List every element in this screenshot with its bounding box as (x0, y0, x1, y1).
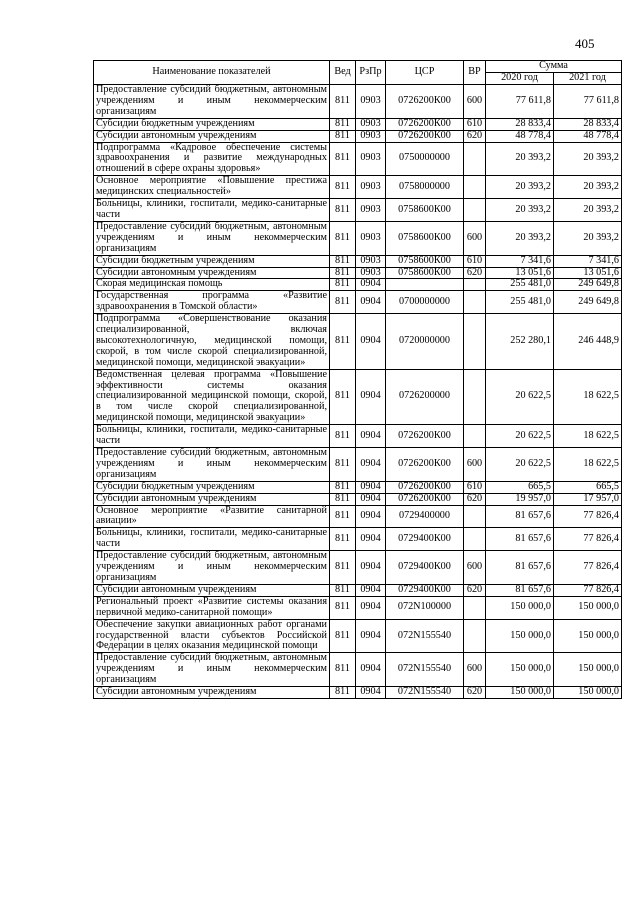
table-row (94, 130, 622, 142)
cell-2021: 20 393,2 (554, 221, 622, 255)
cell-vr: 620 (464, 584, 486, 596)
cell-csr: 072N155540 (386, 619, 464, 653)
cell-name: Ведомственная целевая программа «Повышение эффективности системы оказания специализированной медицинской помощи, скорой, в том числе скорой специализированной, медицинской помощи, медицинской эвакуации» (94, 369, 330, 425)
table-row (94, 369, 622, 425)
cell-2021: 20 393,2 (554, 176, 622, 199)
cell-2021: 150 000,0 (554, 619, 622, 653)
cell-ved: 811 (330, 118, 356, 130)
cell-2020: 20 393,2 (486, 199, 554, 222)
cell-name: Основное мероприятие «Развитие санитарной авиации» (94, 505, 330, 528)
cell-2020: 81 657,6 (486, 528, 554, 551)
cell-2021: 20 393,2 (554, 142, 622, 176)
cell-name: Субсидии бюджетным учреждениям (94, 481, 330, 493)
cell-ved: 811 (330, 481, 356, 493)
cell-ved: 811 (330, 130, 356, 142)
cell-rzpr: 0904 (356, 425, 386, 448)
cell-vr: 620 (464, 493, 486, 505)
cell-rzpr: 0904 (356, 687, 386, 699)
table-row (94, 291, 622, 314)
header-name: Наименование показателей (94, 61, 330, 85)
cell-2021: 246 448,9 (554, 314, 622, 370)
cell-2020: 150 000,0 (486, 596, 554, 619)
table-row (94, 528, 622, 551)
cell-2021: 7 341,6 (554, 255, 622, 267)
cell-name: Больницы, клиники, госпитали, медико-санитарные части (94, 528, 330, 551)
cell-2020: 20 393,2 (486, 142, 554, 176)
table-row (94, 176, 622, 199)
cell-ved: 811 (330, 596, 356, 619)
cell-vr (464, 314, 486, 370)
cell-name: Субсидии автономным учреждениям (94, 687, 330, 699)
cell-ved: 811 (330, 279, 356, 291)
cell-name: Больницы, клиники, госпитали, медико-санитарные части (94, 425, 330, 448)
cell-name: Субсидии автономным учреждениям (94, 130, 330, 142)
cell-2021: 249 649,8 (554, 291, 622, 314)
cell-vr (464, 142, 486, 176)
cell-csr: 0726200К00 (386, 425, 464, 448)
cell-rzpr: 0904 (356, 314, 386, 370)
cell-vr: 600 (464, 653, 486, 687)
cell-ved: 811 (330, 176, 356, 199)
cell-2020: 20 622,5 (486, 448, 554, 482)
cell-vr: 610 (464, 118, 486, 130)
table-row (94, 199, 622, 222)
cell-vr (464, 291, 486, 314)
cell-ved: 811 (330, 619, 356, 653)
cell-vr: 620 (464, 267, 486, 279)
cell-ved: 811 (330, 505, 356, 528)
cell-ved: 811 (330, 291, 356, 314)
cell-rzpr: 0904 (356, 528, 386, 551)
cell-rzpr: 0903 (356, 130, 386, 142)
cell-vr (464, 279, 486, 291)
cell-csr (386, 279, 464, 291)
cell-2021: 150 000,0 (554, 653, 622, 687)
cell-ved: 811 (330, 584, 356, 596)
cell-2021: 17 957,0 (554, 493, 622, 505)
table-row (94, 85, 622, 119)
table-row (94, 279, 622, 291)
cell-name: Подпрограмма «Кадровое обеспечение системы здравоохранения и развитие международных отношений в сфере охраны здоровья» (94, 142, 330, 176)
cell-csr: 0758600К00 (386, 267, 464, 279)
cell-2021: 28 833,4 (554, 118, 622, 130)
cell-csr: 0729400К00 (386, 551, 464, 585)
cell-2020: 252 280,1 (486, 314, 554, 370)
cell-rzpr: 0904 (356, 369, 386, 425)
cell-2021: 18 622,5 (554, 425, 622, 448)
cell-2020: 77 611,8 (486, 85, 554, 119)
table-row (94, 221, 622, 255)
cell-2020: 48 778,4 (486, 130, 554, 142)
cell-2020: 81 657,6 (486, 584, 554, 596)
cell-csr: 0726200К00 (386, 493, 464, 505)
cell-name: Предоставление субсидий бюджетным, автономным учреждениям и иным некоммерческим организациям (94, 85, 330, 119)
cell-name: Государственная программа «Развитие здравоохранения в Томской области» (94, 291, 330, 314)
cell-name: Предоставление субсидий бюджетным, автономным учреждениям и иным некоммерческим организациям (94, 448, 330, 482)
cell-2021: 18 622,5 (554, 369, 622, 425)
header-ved: Вед (330, 61, 356, 85)
cell-ved: 811 (330, 369, 356, 425)
cell-2021: 13 051,6 (554, 267, 622, 279)
cell-2021: 77 826,4 (554, 551, 622, 585)
cell-2020: 20 622,5 (486, 369, 554, 425)
page-number: 405 (575, 36, 595, 51)
cell-2020: 255 481,0 (486, 279, 554, 291)
cell-rzpr: 0903 (356, 221, 386, 255)
cell-csr: 0726200К00 (386, 118, 464, 130)
cell-ved: 811 (330, 687, 356, 699)
cell-2021: 150 000,0 (554, 687, 622, 699)
cell-ved: 811 (330, 199, 356, 222)
cell-rzpr: 0904 (356, 493, 386, 505)
budget-table (93, 60, 622, 699)
table-row (94, 596, 622, 619)
cell-csr: 0726200000 (386, 369, 464, 425)
cell-name: Подпрограмма «Совершенствование оказания специализированной, включая высокотехнологичную, медицинской помощи, скорой, в том числе скорой специализированной, медицинской помощи, медицинской эвакуации» (94, 314, 330, 370)
cell-name: Обеспечение закупки авиационных работ органами государственной власти субъектов Российской Федерации в целях оказания медицинской помощи (94, 619, 330, 653)
cell-ved: 811 (330, 85, 356, 119)
cell-2020: 150 000,0 (486, 619, 554, 653)
cell-ved: 811 (330, 267, 356, 279)
cell-2020: 19 957,0 (486, 493, 554, 505)
table-row (94, 505, 622, 528)
cell-2021: 77 611,8 (554, 85, 622, 119)
cell-vr (464, 528, 486, 551)
cell-2021: 77 826,4 (554, 584, 622, 596)
table-row (94, 267, 622, 279)
table-row (94, 481, 622, 493)
cell-csr: 0729400К00 (386, 528, 464, 551)
table-body (94, 85, 622, 699)
table-row (94, 653, 622, 687)
cell-csr: 0720000000 (386, 314, 464, 370)
cell-rzpr: 0903 (356, 176, 386, 199)
cell-vr: 610 (464, 481, 486, 493)
cell-2020: 20 622,5 (486, 425, 554, 448)
cell-rzpr: 0904 (356, 551, 386, 585)
cell-ved: 811 (330, 255, 356, 267)
cell-rzpr: 0904 (356, 448, 386, 482)
cell-name: Субсидии автономным учреждениям (94, 584, 330, 596)
cell-rzpr: 0904 (356, 481, 386, 493)
cell-csr: 0726200К00 (386, 85, 464, 119)
cell-vr (464, 176, 486, 199)
cell-name: Субсидии автономным учреждениям (94, 267, 330, 279)
cell-2020: 150 000,0 (486, 687, 554, 699)
cell-2020: 20 393,2 (486, 221, 554, 255)
cell-rzpr: 0903 (356, 142, 386, 176)
header-vr: ВР (464, 61, 486, 85)
cell-vr: 600 (464, 221, 486, 255)
cell-name: Предоставление субсидий бюджетным, автономным учреждениям и иным некоммерческим организациям (94, 551, 330, 585)
cell-ved: 811 (330, 448, 356, 482)
cell-csr: 0700000000 (386, 291, 464, 314)
cell-2021: 20 393,2 (554, 199, 622, 222)
cell-rzpr: 0904 (356, 596, 386, 619)
cell-2021: 48 778,4 (554, 130, 622, 142)
cell-rzpr: 0904 (356, 505, 386, 528)
cell-2021: 249 649,8 (554, 279, 622, 291)
table-row (94, 584, 622, 596)
table-row (94, 255, 622, 267)
table-row (94, 493, 622, 505)
cell-name: Предоставление субсидий бюджетным, автономным учреждениям и иным некоммерческим организациям (94, 653, 330, 687)
cell-name: Скорая медицинская помощь (94, 279, 330, 291)
cell-ved: 811 (330, 528, 356, 551)
cell-2020: 255 481,0 (486, 291, 554, 314)
cell-rzpr: 0904 (356, 584, 386, 596)
table-row (94, 619, 622, 653)
cell-vr: 610 (464, 255, 486, 267)
cell-csr: 0758600К00 (386, 221, 464, 255)
cell-vr: 600 (464, 85, 486, 119)
cell-ved: 811 (330, 653, 356, 687)
table-row (94, 687, 622, 699)
header-year-2021: 2021 год (554, 73, 622, 85)
header-csr: ЦСР (386, 61, 464, 85)
cell-vr (464, 505, 486, 528)
cell-2020: 13 051,6 (486, 267, 554, 279)
cell-csr: 0758000000 (386, 176, 464, 199)
table-row (94, 425, 622, 448)
cell-csr: 072N155540 (386, 653, 464, 687)
header-sum: Сумма (486, 61, 622, 73)
table-row (94, 448, 622, 482)
cell-rzpr: 0904 (356, 291, 386, 314)
cell-name: Больницы, клиники, госпитали, медико-санитарные части (94, 199, 330, 222)
cell-rzpr: 0904 (356, 653, 386, 687)
cell-csr: 0729400К00 (386, 584, 464, 596)
cell-rzpr: 0903 (356, 267, 386, 279)
cell-2020: 20 393,2 (486, 176, 554, 199)
cell-vr (464, 425, 486, 448)
cell-vr: 620 (464, 687, 486, 699)
cell-ved: 811 (330, 221, 356, 255)
table-row (94, 142, 622, 176)
cell-2020: 81 657,6 (486, 551, 554, 585)
cell-ved: 811 (330, 425, 356, 448)
cell-csr: 0726200К00 (386, 481, 464, 493)
cell-name: Субсидии автономным учреждениям (94, 493, 330, 505)
cell-2021: 665,5 (554, 481, 622, 493)
cell-csr: 0758600К00 (386, 255, 464, 267)
cell-2020: 7 341,6 (486, 255, 554, 267)
cell-rzpr: 0904 (356, 279, 386, 291)
cell-2020: 28 833,4 (486, 118, 554, 130)
cell-csr: 0729400000 (386, 505, 464, 528)
cell-ved: 811 (330, 551, 356, 585)
cell-rzpr: 0903 (356, 85, 386, 119)
cell-2020: 665,5 (486, 481, 554, 493)
cell-ved: 811 (330, 142, 356, 176)
cell-vr: 600 (464, 448, 486, 482)
cell-2021: 77 826,4 (554, 528, 622, 551)
cell-name: Региональный проект «Развитие системы оказания первичной медико-санитарной помощи» (94, 596, 330, 619)
cell-csr: 0726200К00 (386, 130, 464, 142)
cell-2021: 150 000,0 (554, 596, 622, 619)
cell-vr (464, 596, 486, 619)
cell-vr (464, 199, 486, 222)
cell-vr (464, 369, 486, 425)
cell-csr: 0758600К00 (386, 199, 464, 222)
cell-ved: 811 (330, 314, 356, 370)
cell-ved: 811 (330, 493, 356, 505)
cell-rzpr: 0903 (356, 118, 386, 130)
table-row (94, 118, 622, 130)
cell-name: Основное мероприятие «Повышение престижа медицинских специальностей» (94, 176, 330, 199)
cell-rzpr: 0904 (356, 619, 386, 653)
cell-vr: 600 (464, 551, 486, 585)
cell-csr: 0750000000 (386, 142, 464, 176)
cell-name: Субсидии бюджетным учреждениям (94, 255, 330, 267)
cell-name: Предоставление субсидий бюджетным, автономным учреждениям и иным некоммерческим организациям (94, 221, 330, 255)
table-row (94, 314, 622, 370)
header-year-2020: 2020 год (486, 73, 554, 85)
cell-2021: 18 622,5 (554, 448, 622, 482)
cell-vr: 620 (464, 130, 486, 142)
cell-rzpr: 0903 (356, 199, 386, 222)
cell-csr: 0726200К00 (386, 448, 464, 482)
cell-name: Субсидии бюджетным учреждениям (94, 118, 330, 130)
cell-2020: 81 657,6 (486, 505, 554, 528)
cell-2020: 150 000,0 (486, 653, 554, 687)
cell-csr: 072N100000 (386, 596, 464, 619)
cell-2021: 77 826,4 (554, 505, 622, 528)
cell-vr (464, 619, 486, 653)
header-rzpr: РзПр (356, 61, 386, 85)
table-header (94, 61, 622, 85)
table-row (94, 551, 622, 585)
cell-rzpr: 0903 (356, 255, 386, 267)
cell-csr: 072N155540 (386, 687, 464, 699)
